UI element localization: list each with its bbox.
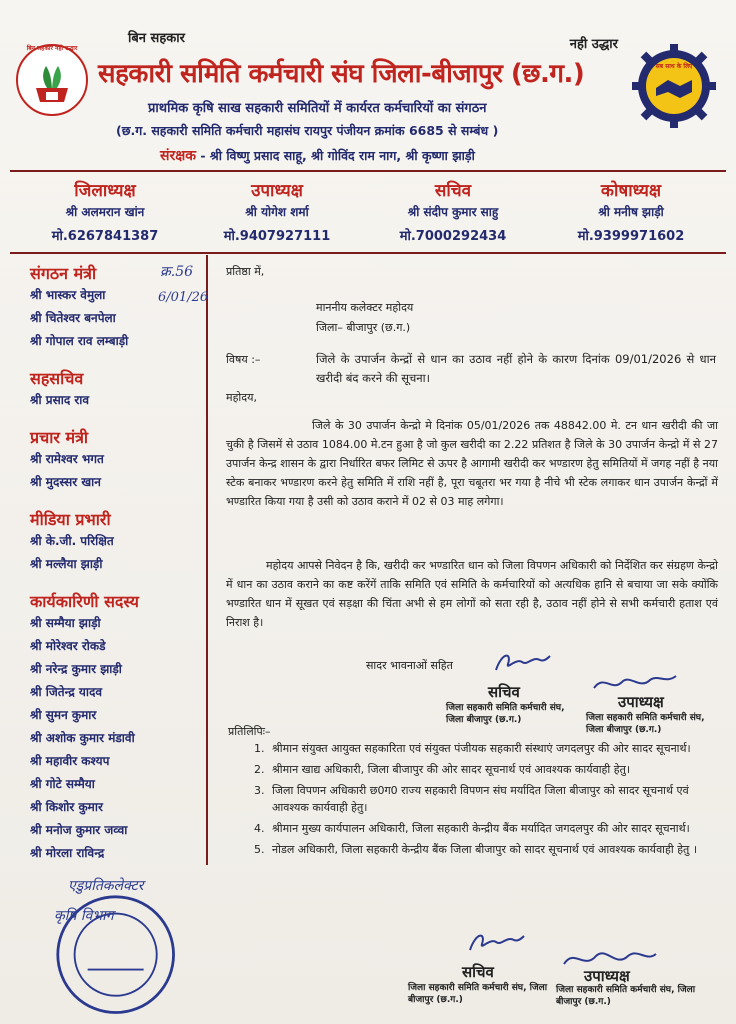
sidebar-member: श्री मनोज कुमार जव्वा — [30, 823, 128, 837]
sidebar-member: श्री मुदस्सर खान — [30, 475, 101, 489]
sidebar-heading-sangathan: संगठन मंत्री — [30, 264, 97, 283]
sidebar-member: श्री भास्कर वेमुला — [30, 288, 106, 302]
patron-label: संरक्षक — [160, 148, 196, 164]
secretary-signature-icon — [492, 648, 552, 676]
sidebar-member: श्री मोरेश्वर रोकडे — [30, 639, 106, 653]
organization-subtitle: प्राथमिक कृषि साख सहकारी समितियों में कार्यरत कर्मचारियों का संगठन — [148, 101, 487, 116]
copy-item: 2. श्रीमान खाद्य अधिकारी, जिला बीजापुर की ओर सादर सूचनार्थ एवं आवश्यक कार्यवाही हेतु। — [268, 761, 718, 778]
officer-title: जिलाध्यक्ष — [74, 181, 136, 201]
sidebar-heading-karyakarini: कार्यकारिणी सदस्य — [30, 592, 139, 611]
bottom-secretary-title: सचिव — [462, 963, 494, 981]
sidebar-member: श्री के.जी. परिक्षित — [30, 534, 114, 548]
received-stamp-icon — [36, 880, 186, 1020]
sidebar-member: श्री किशोर कुमार — [30, 800, 103, 814]
officer-name: श्री संदीप कुमार साहु — [407, 205, 499, 219]
organization-name: सहकारी समिति कर्मचारी संघ जिला-बीजापुर (छ.ग.) — [98, 59, 585, 89]
cooperative-logo-icon — [14, 42, 90, 118]
sidebar-heading-media: मीडिया प्रभारी — [30, 510, 111, 529]
handwritten-date: 6/01/26 — [158, 290, 209, 305]
addressee: माननीय कलेक्टर महोदय — [316, 301, 414, 314]
sidebar-member: श्री प्रसाद राव — [30, 393, 90, 407]
officer-mobile: मो.9399971602 — [577, 229, 685, 244]
officer-title: कोषाध्यक्ष — [600, 181, 662, 201]
officers-divider — [10, 252, 726, 254]
officer-name: श्री योगेश शर्मा — [245, 205, 309, 219]
closing-line: सादर भावनाओं सहित — [366, 659, 453, 672]
sidebar-member: श्री अशोक कुमार मंडावी — [30, 731, 135, 745]
officer-vice-president — [192, 178, 362, 244]
vice-president-title: उपाध्यक्ष — [618, 693, 664, 711]
sidebar-heading-prachar: प्रचार मंत्री — [30, 428, 89, 447]
bottom-vice-president-title: उपाध्यक्ष — [584, 967, 630, 985]
letter-paragraph-2: महोदय आपसे निवेदन है कि, खरीदी कर भण्डारित धान को जिला विपणन अधिकारी को निर्देशित कर संग्रहण केन्द्रो में धान का उठाव कराने का कष्ट करेंगें ताकि समिति एवं समिति के कर्मचारियों को अत्यधिक हानि से बचाया जा सके क्योंकि भण्डारित धान में सूखत एवं सड़क्षा की चिंता अभी से हम लोगों को सता रही है, उठाव नहीं होने से सभी कर्मचारी हताश एवं निराश है। — [226, 559, 718, 629]
sidebar-member: श्री मल्लैया झाड़ी — [30, 557, 103, 571]
cooperative-gear-logo-icon — [632, 44, 716, 128]
secretary-title: सचिव — [488, 683, 520, 701]
sidebar-member: श्री सम्मैया झाड़ी — [30, 616, 101, 630]
officer-secretary — [368, 178, 538, 244]
officer-treasurer — [546, 178, 716, 244]
logo-left-caption: बिन सहकार नही उद्धार — [26, 45, 78, 52]
officer-mobile: मो.7000292434 — [399, 229, 507, 244]
addressee-district: जिला– बीजापुर (छ.ग.) — [316, 321, 411, 334]
officer-mobile: मो.9407927111 — [223, 229, 331, 244]
bottom-secretary-signature-icon — [466, 928, 526, 956]
logo-right-caption: सब साथ के लिए — [655, 63, 693, 70]
to-label: प्रतिष्ठा में, — [226, 265, 265, 278]
copy-list — [250, 740, 718, 862]
vice-president-org: जिला सहकारी समिति कर्मचारी संघ, जिला बीजापुर (छ.ग.) — [586, 713, 705, 735]
handwritten-reference: क्र.56 — [160, 264, 194, 280]
sidebar-members — [30, 262, 202, 865]
slogan-left: बिन सहकार — [128, 31, 185, 46]
copy-item: 4. श्रीमान मुख्य कार्यपालन अधिकारी, जिला सहकारी केन्द्रीय बैंक मर्यादित जगदलपुर की ओर सादर सूचनार्थ। — [268, 820, 718, 837]
sidebar-member: श्री नरेन्द्र कुमार झाड़ी — [30, 662, 122, 676]
officer-mobile: मो.6267841387 — [51, 229, 159, 244]
salutation: महोदय, — [226, 391, 257, 404]
patron-names: - श्री विष्णु प्रसाद साहू, श्री गोविंद राम नाग, श्री कृष्णा झाड़ी — [200, 148, 475, 163]
officer-name: श्री अलमरान खांन — [65, 205, 145, 219]
officer-title: उपाध्यक्ष — [251, 181, 303, 201]
stamp-handwriting-line-2: कृषि विभाग — [54, 908, 114, 924]
header-divider — [10, 170, 726, 172]
sidebar-member: श्री जितेन्द्र यादव — [30, 685, 103, 699]
bottom-vice-president-org: जिला सहकारी समिति कर्मचारी संघ, जिला बीजापुर (छ.ग.) — [556, 985, 696, 1007]
copy-item: 1. श्रीमान संयुक्त आयुक्त सहकारिता एवं संयुक्त पंजीयक सहकारी संस्थाएं जगदलपुर की ओर सादर सूचनार्थ। — [268, 740, 718, 757]
stamp-handwriting-line-1: एडुप्रतिकलेक्टर — [68, 878, 144, 894]
bottom-secretary-org: जिला सहकारी समिति कर्मचारी संघ, जिला बीजापुर (छ.ग.) — [408, 983, 548, 1005]
sidebar-member: श्री मोरला राविन्द्र — [30, 846, 105, 860]
sidebar-member: श्री गोपाल राव लम्बाड़ी — [30, 334, 129, 348]
subject-text: जिले के उपार्जन केन्द्रों से धान का उठाव नहीं होने के कारण दिनांक 09/01/2026 से धान खरीदी बंद करने की सूचना। — [316, 352, 716, 385]
sidebar-member: श्री महावीर कश्यप — [30, 754, 110, 768]
copy-label: प्रतिलिपिः– — [228, 725, 271, 738]
copy-item: 3. जिला विपणन अधिकारी छ0ग0 राज्य सहकारी विपणन संघ मर्यादित जिला बीजापुर को सादर सूचनार्थ एवं आवश्यक कार्यवाही हेतु। — [268, 782, 718, 816]
sidebar-member: श्री गोटे सम्मैया — [30, 777, 95, 791]
officer-president — [20, 178, 190, 244]
slogan-right: नही उद्धार — [569, 37, 618, 52]
officer-title: सचिव — [434, 181, 472, 201]
subject-label: विषय :– — [226, 353, 261, 366]
sidebar-member: श्री रामेश्वर भगत — [30, 452, 104, 466]
sidebar-member: श्री सुमन कुमार — [30, 708, 97, 722]
registration-line: (छ.ग. सहकारी समिति कर्मचारी महासंघ रायपुर पंजीयन क्रमांक 6685 से सम्बंध ) — [116, 123, 499, 138]
patron-line — [160, 146, 475, 165]
secretary-org: जिला सहकारी समिति कर्मचारी संघ, जिला बीजापुर (छ.ग.) — [446, 703, 565, 725]
sidebar-divider — [206, 255, 208, 865]
sidebar-heading-sahsachiv: सहसचिव — [30, 369, 84, 388]
letter-paragraph-1: जिले के 30 उपार्जन केन्द्रो मे दिनांक 05/01/2026 तक 48842.00 मे. टन धान खरीदी की जा चुकी है जिसमें से उठाव 1084.00 मे.टन हुआ है जो कुल खरीदी का 2.22 प्रतिशत है जिले के 30 उपार्जन केन्द्रो में से 27 उपार्जन केन्द्र शासन के द्वारा निर्धारित बफर लिमिट से ऊपर है आगामी खरीदी कर भण्डारण हेतु समितियों में जगह नहीं है नया स्टेक बनाकर भण्डारण करने हेतु समिति में राशि नहीं है, पूरा चबूतरा भर गया है नीचे भी स्टेक लगाकर धान उपार्जन केन्द्रों में भण्डारित किया गया है उसी को उठाव कराने में 02 से 03 माह लगेगा। — [226, 419, 718, 508]
officer-name: श्री मनीष झाड़ी — [598, 205, 664, 219]
copy-item: 5. नोडल अधिकारी, जिला सहकारी केन्द्रीय बैंक जिला बीजापुर को सादर सूचनार्थ एवं आवश्यक कार्यवाही हेतु । — [268, 841, 718, 858]
sidebar-member: श्री चितेश्वर बनपेला — [30, 311, 116, 325]
